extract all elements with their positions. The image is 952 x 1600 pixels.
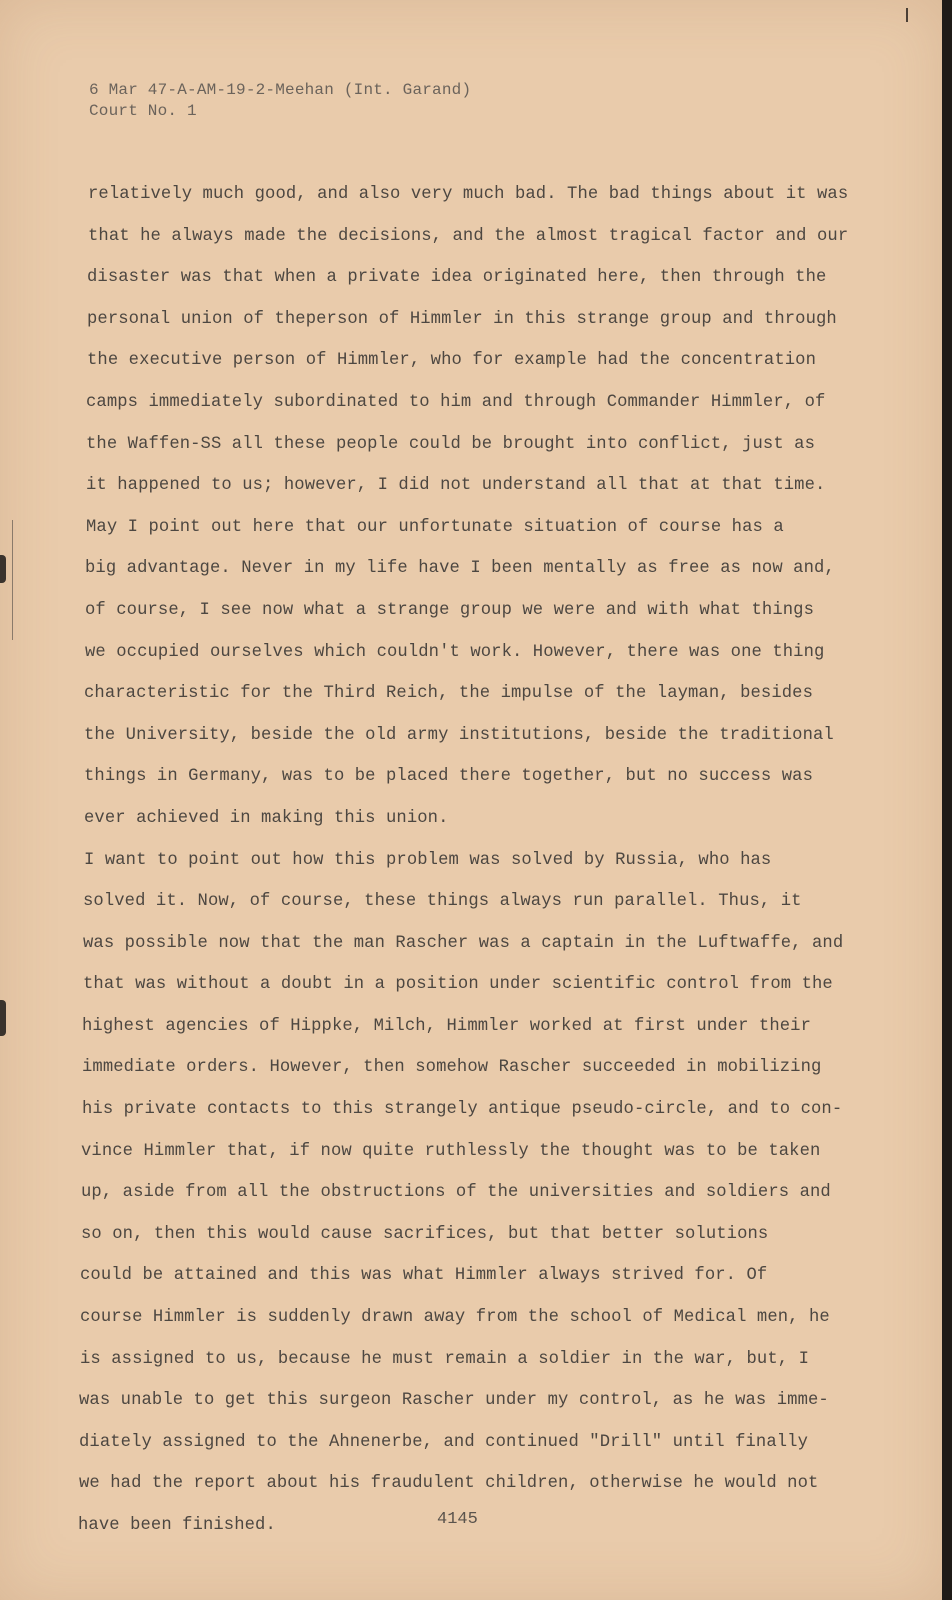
text-line: up, aside from all the obstructions of the universities and soldiers and <box>81 1183 831 1203</box>
scan-edge <box>942 0 952 1600</box>
binder-hole-mark-upper <box>0 555 6 583</box>
text-line: the Waffen-SS all these people could be brought into conflict, just as <box>86 434 815 454</box>
text-line: is assigned to us, because he must remain a soldier in the war, but, I <box>80 1349 809 1369</box>
text-line: the executive person of Himmler, who for example had the concentration <box>87 351 816 371</box>
text-line: ever achieved in making this union. <box>84 808 449 828</box>
text-line: solved it. Now, of course, these things always run parallel. Thus, it <box>83 892 802 912</box>
text-line: characteristic for the Third Reich, the impulse of the layman, besides <box>84 684 813 704</box>
text-line: of course, I see now what a strange group we were and with what things <box>85 600 814 620</box>
text-line: we occupied ourselves which couldn't work. However, there was one thing <box>85 642 825 662</box>
text-line: vince Himmler that, if now quite ruthlessly the thought was to be taken <box>81 1141 821 1161</box>
text-line: immediate orders. However, then somehow Rascher succeeded in mobilizing <box>82 1058 822 1078</box>
text-line: I want to point out how this problem was solved by Russia, who has <box>84 850 772 870</box>
text-line: it happened to us; however, I did not understand all that at that time. <box>86 476 826 496</box>
corner-mark <box>906 8 908 22</box>
text-line: big advantage. Never in my life have I been mentally as free as now and, <box>85 559 835 579</box>
text-line: highest agencies of Hippke, Milch, Himmler worked at first under their <box>82 1016 811 1036</box>
text-line: disaster was that when a private idea originated here, then through the <box>87 268 827 288</box>
header-court-line: Court No. 1 <box>89 102 197 120</box>
page-number: 4145 <box>437 1510 478 1529</box>
text-line: personal union of theperson of Himmler in this strange group and through <box>87 309 837 329</box>
text-line: diately assigned to the Ahnenerbe, and continued "Drill" until finally <box>79 1432 808 1452</box>
text-line: relatively much good, and also very much bad. The bad things about it was <box>88 185 849 204</box>
margin-crease <box>12 520 13 640</box>
text-line: so on, then this would cause sacrifices, but that better solutions <box>81 1224 769 1244</box>
text-line: camps immediately subordinated to him and through Commander Himmler, of <box>86 392 826 412</box>
text-line: his private contacts to this strangely antique pseudo-circle, and to con- <box>82 1100 843 1120</box>
text-line: could be attained and this was what Himmler always strived for. Of <box>80 1266 768 1286</box>
text-line: was possible now that the man Rascher was a captain in the Luftwaffe, and <box>83 933 844 953</box>
text-line: have been finished. <box>78 1516 276 1535</box>
text-line: that he always made the decisions, and the almost tragical factor and our <box>88 226 849 246</box>
document-header <box>89 80 471 122</box>
text-line: things in Germany, was to be placed there together, but no success was <box>84 767 813 787</box>
text-line: May I point out here that our unfortunate situation of course has a <box>86 517 784 537</box>
text-line: we had the report about his fraudulent children, otherwise he would not <box>79 1474 819 1494</box>
transcript-body <box>78 184 849 1557</box>
text-line: the University, beside the old army institutions, beside the traditional <box>84 725 834 745</box>
text-line: course Himmler is suddenly drawn away from the school of Medical men, he <box>80 1308 830 1328</box>
text-line: was unable to get this surgeon Rascher under my control, as he was imme- <box>79 1391 829 1411</box>
header-case-line: 6 Mar 47-A-AM-19-2-Meehan (Int. Garand) <box>89 81 472 99</box>
text-line: that was without a doubt in a position under scientific control from the <box>83 975 833 995</box>
binder-hole-mark-lower <box>0 1000 6 1036</box>
